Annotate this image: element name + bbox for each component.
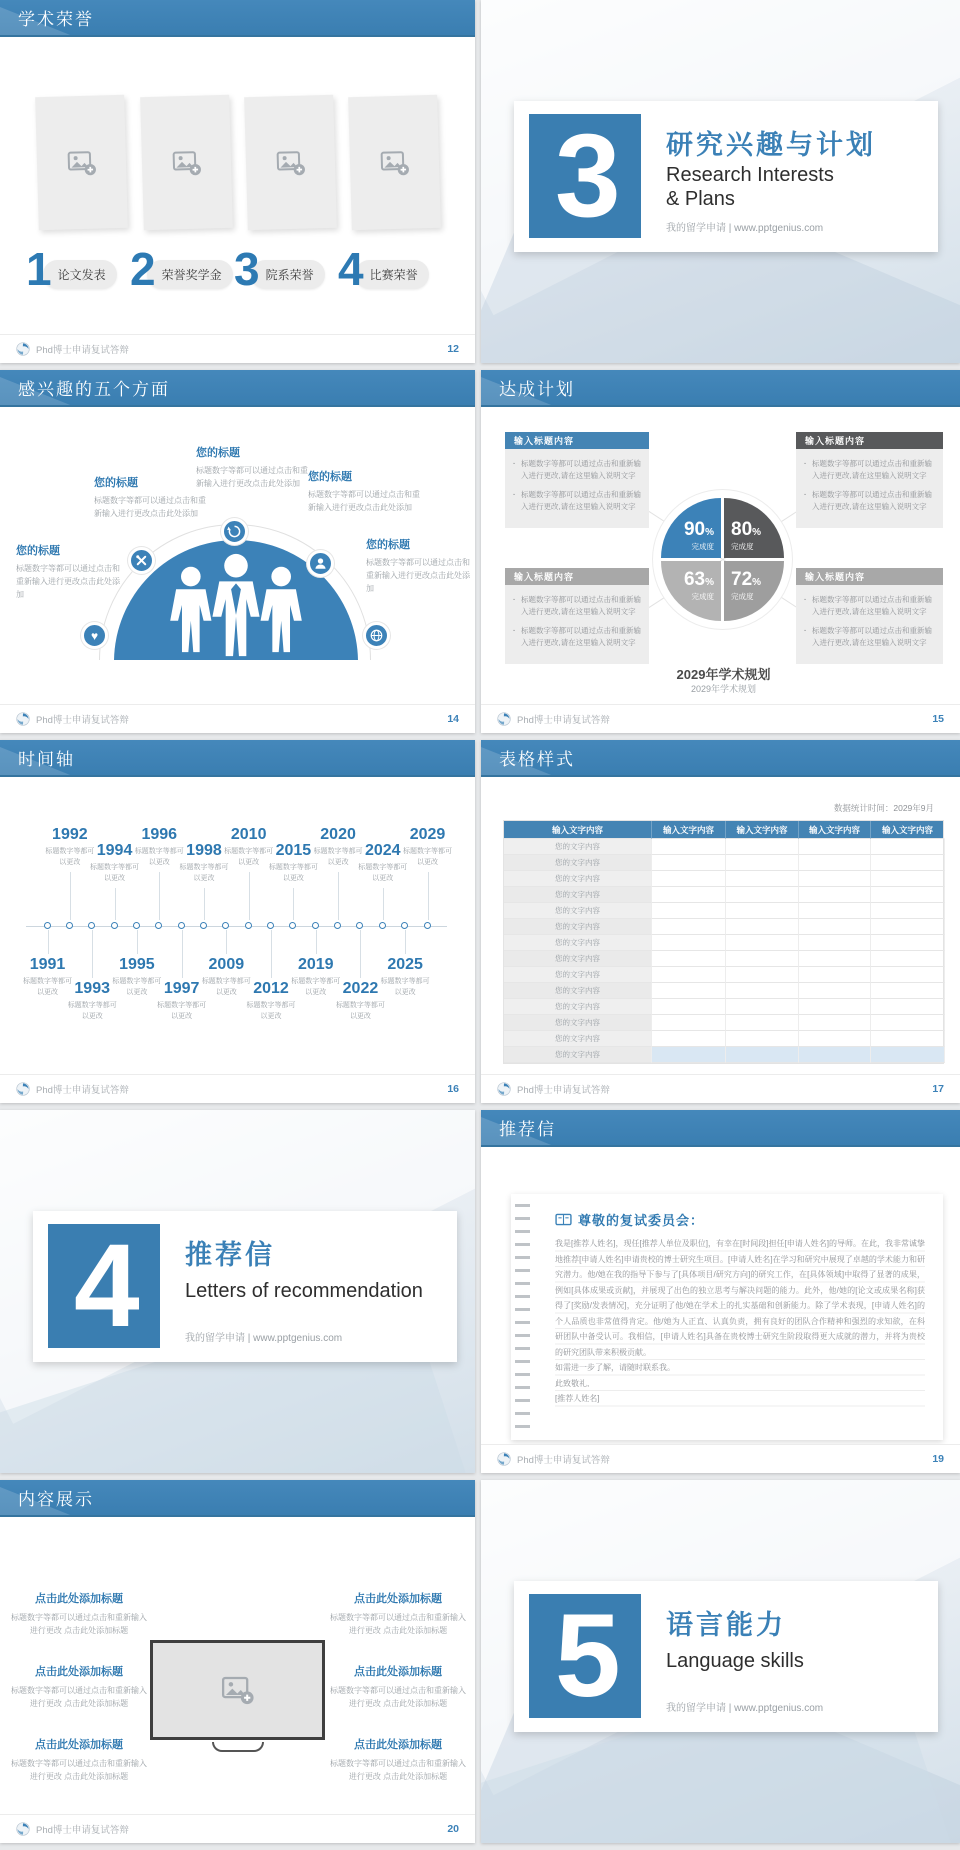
timeline-item [360, 956, 450, 998]
timeline-caption: 标题数字等都可以更改 [403, 848, 452, 866]
phd-logo-icon [16, 1082, 30, 1096]
table-cell: 您的文字内容 [504, 855, 652, 871]
interest-block: 您的标题 标题数字等都可以通过点击和重新输入进行更改点击此处添加 [94, 477, 206, 518]
honor-label: 荣誉奖学金 [147, 260, 233, 289]
timeline-caption: 标题数字等都可以更改 [358, 864, 408, 882]
honor-number: 1 [26, 243, 52, 295]
section-number-square: 5 [529, 1594, 641, 1718]
table-cell-empty [726, 999, 799, 1015]
page-number: 15 [932, 713, 944, 725]
timeline-year: 2024 [364, 842, 401, 859]
table-cell-empty [799, 1047, 871, 1063]
table-cell-empty [799, 951, 871, 967]
slide-divider-recommendation[interactable] [0, 1110, 475, 1473]
table-cell-empty [799, 839, 871, 855]
section-title: 研究兴趣与计划 [666, 130, 876, 160]
footer-brand: Phd博士申请复试答辩 [36, 1825, 129, 1836]
slide-table[interactable] [481, 740, 960, 1103]
pie-quadrant: 80% 完成度 [724, 498, 784, 558]
timeline-caption: 标题数字等都可以更改 [90, 864, 140, 882]
timeline-year: 1992 [52, 826, 88, 843]
letter-body [555, 1236, 925, 1407]
section-card [33, 1211, 457, 1362]
tools-icon [128, 547, 155, 574]
recycle-icon [221, 518, 248, 545]
table-cell-empty [799, 935, 871, 951]
slide-title-bar [0, 740, 475, 777]
table-cell: 您的文字内容 [504, 1031, 652, 1047]
slide-title: 时间轴 [18, 750, 75, 769]
table-cell: 您的文字内容 [504, 887, 652, 903]
table-cell-empty [871, 967, 945, 983]
plan-box: 输入标题内容 · 标题数字等都可以通过点击和重新输入进行更改,请在这里输入说明文字 · 标题数字等都可以通过点击和重新输入进行更改,请在这里输入说明文字 [796, 432, 943, 528]
table-cell-empty [871, 935, 945, 951]
honor-label: 院系荣誉 [251, 260, 325, 289]
timeline-caption: 标题数字等都可以更改 [246, 1002, 296, 1020]
footer-brand: Phd博士申请复试答辩 [517, 1085, 610, 1096]
table-cell-empty [652, 983, 726, 999]
column-header: 输入文字内容 [652, 821, 726, 839]
phd-logo-icon [16, 342, 30, 356]
table-row [504, 935, 943, 951]
plan-box: 输入标题内容 · 标题数字等都可以通过点击和重新输入进行更改,请在这里输入说明文字 · 标题数字等都可以通过点击和重新输入进行更改,请在这里输入说明文字 [505, 568, 649, 664]
phd-logo-icon [16, 712, 30, 726]
slide-title: 学术荣誉 [18, 10, 94, 29]
table-cell-empty [799, 855, 871, 871]
data-table [503, 820, 944, 1064]
data-note: 数据统计时间：2029年9月 [833, 803, 934, 813]
table-cell-empty [652, 839, 726, 855]
heart-icon: ♥ [81, 622, 108, 649]
content-block: 点击此处添加标题 标题数字等都可以通过点击和重新输入进行更改 点击此处添加标题 [330, 1593, 466, 1635]
column-header: 输入文字内容 [799, 821, 871, 839]
table-cell-empty [799, 887, 871, 903]
table-header-row [504, 821, 943, 839]
timeline-caption: 标题数字等都可以更改 [67, 1002, 117, 1020]
footer-brand: Phd博士申请复试答辩 [517, 1455, 610, 1466]
plan-box: 输入标题内容 · 标题数字等都可以通过点击和重新输入进行更改,请在这里输入说明文字 · 标题数字等都可以通过点击和重新输入进行更改,请在这里输入说明文字 [796, 568, 943, 664]
image-add-icon [66, 147, 97, 178]
timeline-year: 1993 [74, 980, 110, 997]
table-cell-empty [799, 919, 871, 935]
table-cell: 您的文字内容 [504, 951, 652, 967]
letter-closing-line: 此致敬礼, [555, 1378, 590, 1388]
timeline-year: 1997 [163, 980, 200, 997]
table-cell-empty [871, 903, 945, 919]
timeline-year: 2012 [253, 980, 289, 997]
table-cell-empty [726, 1047, 799, 1063]
slide-interests[interactable] [0, 370, 475, 733]
page-number: 14 [447, 713, 459, 725]
table-cell-empty [652, 903, 726, 919]
timeline-caption: 标题数字等都可以更改 [45, 848, 95, 866]
table-body [504, 839, 943, 1063]
plan-caption: 2029年学术规划 [676, 667, 771, 682]
letter-salutation: 尊敬的复试委员会： [555, 1210, 704, 1229]
content-block: 点击此处添加标题 标题数字等都可以通过点击和重新输入进行更改 点击此处添加标题 [330, 1666, 466, 1708]
table-cell-empty [652, 919, 726, 935]
timeline-caption: 标题数字等都可以更改 [23, 978, 72, 996]
table-row [504, 1047, 943, 1063]
table-cell-empty [799, 871, 871, 887]
slide-divider-research[interactable] [481, 0, 960, 363]
slide-title-bar [481, 370, 960, 407]
slide-title-bar [0, 1480, 475, 1517]
slide-academic-honors[interactable] [0, 0, 475, 363]
image-placeholder[interactable] [35, 95, 128, 230]
slide-content-display[interactable] [0, 1480, 475, 1843]
table-cell-empty [726, 935, 799, 951]
brand-line: 我的留学申请 | www.pptgenius.com [185, 1333, 343, 1344]
table-row [504, 1031, 943, 1047]
table-cell-empty [799, 1015, 871, 1031]
image-placeholder[interactable] [244, 95, 337, 230]
page-number: 16 [447, 1083, 459, 1095]
image-add-icon [221, 1673, 255, 1707]
table-cell-empty [871, 983, 945, 999]
table-cell-empty [652, 1015, 726, 1031]
table-cell-empty [652, 935, 726, 951]
timeline-caption: 标题数字等都可以更改 [224, 848, 274, 866]
honor-item [26, 244, 117, 294]
table-row [504, 887, 943, 903]
content-block: 点击此处添加标题 标题数字等都可以通过点击和重新输入进行更改 点击此处添加标题 [330, 1739, 466, 1781]
timeline-caption: 标题数字等都可以更改 [291, 978, 341, 996]
page-number: 20 [447, 1823, 459, 1835]
interest-block: 您的标题 标题数字等都可以通过点击和重新输入进行更改点击此处添加 [196, 447, 308, 488]
table-cell-empty [652, 999, 726, 1015]
column-header: 输入文字内容 [726, 821, 799, 839]
content-block: 点击此处添加标题 标题数字等都可以通过点击和重新输入进行更改 点击此处添加标题 [11, 1593, 147, 1635]
table-cell: 您的文字内容 [504, 983, 652, 999]
table-cell: 您的文字内容 [504, 903, 652, 919]
interest-block: 您的标题 标题数字等都可以通过点击和重新输入进行更改点击此处添加 [366, 539, 470, 593]
table-row [504, 903, 943, 919]
phd-logo-icon [497, 1082, 511, 1096]
slide-letter[interactable] [481, 1110, 960, 1473]
slide-footer [0, 334, 475, 363]
table-cell-empty [652, 855, 726, 871]
pie-quadrant: 72% 完成度 [724, 561, 784, 621]
slide-footer [481, 1074, 960, 1103]
letter-paragraph: 我是[推荐人姓名]，现任[推荐人单位及职位]，有幸在[时间段]担任[申请人姓名]的导师。在此，我非常诚挚地推荐[申请人姓名]申请贵校的博士研究生项目。[申请人姓名]在学习和研究中展现了卓越的学术能力和研究潜力。他/她在我的指导下参与了[具体项目/研究方向]的研究工作，在[具体领域]中取得了显著的成果，例如[具体成果或贡献]，并展现了出色的独立思考与解决问题的能力。此外，他/她的[论文或成果名称]获得了[奖励/发表情况]，充分证明了他/她在学术上的扎实基础和创新能力。除了学术表现，[申请人姓名]的个人品质也非常值得肯定。他/她为人正直、认真负责，拥有良好的团队合作精神和强烈的求知欲，在科研团队中备受认可。我相信，[申请人姓名]具备在贵校博士研究生阶段取得更大成就的潜力，并将为贵校的研究团队带来积极贡献。 [555, 1239, 925, 1357]
slide-title: 内容展示 [18, 1490, 94, 1509]
honor-label: 论文发表 [43, 260, 117, 289]
content-block: 点击此处添加标题 标题数字等都可以通过点击和重新输入进行更改 点击此处添加标题 [11, 1666, 147, 1708]
table-cell-empty [799, 1031, 871, 1047]
phd-logo-icon [497, 712, 511, 726]
interest-block: 您的标题 标题数字等都可以通过点击和重新输入进行更改点击此处添加 [16, 545, 120, 599]
timeline-year: 1995 [119, 956, 155, 973]
image-placeholder[interactable] [348, 95, 441, 230]
honor-number: 2 [130, 243, 156, 295]
table-cell: 您的文字内容 [504, 1015, 652, 1031]
slide-footer [0, 1074, 475, 1103]
slide-title-bar [0, 0, 475, 37]
table-cell-empty [652, 1031, 726, 1047]
brand-line: 我的留学申请 | www.pptgenius.com [666, 223, 824, 234]
slide-title: 感兴趣的五个方面 [18, 380, 170, 399]
timeline-year: 2020 [320, 826, 356, 843]
slide-divider-language[interactable] [481, 1480, 960, 1843]
section-subtitle: Research Interests & Plans [666, 164, 834, 210]
timeline-year: 2015 [275, 842, 312, 859]
section-subtitle: Letters of recommendation [185, 1280, 423, 1302]
timeline-year: 2009 [208, 956, 245, 973]
person-icon [307, 550, 334, 577]
page-number: 17 [932, 1083, 944, 1095]
image-add-icon [275, 147, 306, 178]
page-number: 12 [447, 343, 459, 355]
table-cell-empty [871, 919, 945, 935]
footer-brand: Phd博士申请复试答辩 [517, 715, 610, 726]
table-cell-empty [726, 887, 799, 903]
timeline-caption: 标题数字等都可以更改 [313, 848, 363, 866]
timeline-caption: 标题数字等都可以更改 [112, 978, 162, 996]
phd-logo-icon [497, 1452, 511, 1466]
table-cell-empty [726, 1031, 799, 1047]
plan-subcaption: 2029年学术规划 [690, 684, 757, 694]
interest-block: 您的标题 标题数字等都可以通过点击和重新输入进行更改点击此处添加 [308, 471, 420, 512]
table-cell: 您的文字内容 [504, 999, 652, 1015]
team-people-icon [150, 550, 322, 660]
brand-line: 我的留学申请 | www.pptgenius.com [666, 1703, 824, 1714]
slide-footer [0, 704, 475, 733]
section-card [514, 101, 938, 252]
timeline-year: 2029 [409, 826, 446, 843]
tv-image-placeholder[interactable] [150, 1640, 325, 1740]
timeline-year: 1998 [186, 842, 222, 859]
pie-quadrant: 90% 完成度 [661, 498, 721, 558]
slide-title-bar [481, 740, 960, 777]
slide-title: 推荐信 [499, 1120, 556, 1139]
table-row [504, 871, 943, 887]
table-cell-empty [871, 855, 945, 871]
tv-stand [212, 1742, 264, 1752]
table-row [504, 999, 943, 1015]
timeline-caption: 标题数字等都可以更改 [134, 848, 184, 866]
section-number-square: 3 [529, 114, 641, 238]
table-cell-empty [871, 951, 945, 967]
timeline-caption: 标题数字等都可以更改 [268, 864, 318, 882]
letter-closing-line: 如需进一步了解，请随时联系我。 [555, 1363, 675, 1372]
letter-paper [511, 1194, 943, 1440]
table-cell: 您的文字内容 [504, 919, 652, 935]
phd-logo-icon [16, 1822, 30, 1836]
table-cell-empty [726, 951, 799, 967]
globe-icon [363, 622, 390, 649]
timeline-year: 2019 [297, 956, 334, 973]
plan-box: 输入标题内容 · 标题数字等都可以通过点击和重新输入进行更改,请在这里输入说明文字 · 标题数字等都可以通过点击和重新输入进行更改,请在这里输入说明文字 [505, 432, 649, 528]
table-cell-empty [726, 871, 799, 887]
timeline-year: 2022 [342, 980, 379, 997]
timeline-year: 1991 [29, 956, 66, 973]
table-cell-empty [726, 839, 799, 855]
footer-brand: Phd博士申请复试答辩 [36, 1085, 129, 1096]
content-block: 点击此处添加标题 标题数字等都可以通过点击和重新输入进行更改 点击此处添加标题 [11, 1739, 147, 1781]
spiral-binding-icon [515, 1204, 530, 1430]
table-row [504, 919, 943, 935]
slide-title-bar [481, 1110, 960, 1147]
table-row [504, 983, 943, 999]
slide-title-bar [0, 370, 475, 407]
table-cell: 您的文字内容 [504, 839, 652, 855]
honor-number: 4 [338, 243, 364, 295]
slide-timeline[interactable] [0, 740, 475, 1103]
table-cell-empty [799, 999, 871, 1015]
table-cell: 您的文字内容 [504, 871, 652, 887]
timeline-year: 1994 [96, 842, 133, 859]
honor-label: 比赛荣誉 [355, 260, 429, 289]
table-cell: 您的文字内容 [504, 935, 652, 951]
slide-title: 表格样式 [499, 750, 575, 769]
table-cell-empty [871, 839, 945, 855]
table-row [504, 951, 943, 967]
table-cell-empty [726, 967, 799, 983]
table-row [504, 967, 943, 983]
timeline-year: 2010 [230, 826, 267, 843]
section-subtitle: Language skills [666, 1650, 804, 1672]
book-icon [555, 1213, 572, 1226]
table-cell-empty [652, 871, 726, 887]
slide-plan[interactable] [481, 370, 960, 733]
table-cell-empty [652, 887, 726, 903]
honor-item [234, 244, 325, 294]
table-cell-empty [652, 1047, 726, 1063]
table-cell-empty [726, 855, 799, 871]
table-cell-empty [871, 1031, 945, 1047]
image-add-icon [171, 147, 202, 178]
footer-brand: Phd博士申请复试答辩 [36, 345, 129, 356]
timeline-caption: 标题数字等都可以更改 [335, 1002, 385, 1020]
table-cell-empty [726, 983, 799, 999]
completion-pie-chart [661, 498, 784, 621]
timeline-caption: 标题数字等都可以更改 [157, 1002, 207, 1020]
section-title: 推荐信 [185, 1240, 275, 1270]
pie-quadrant: 63% 完成度 [661, 561, 721, 621]
table-cell-empty [652, 951, 726, 967]
table-cell: 您的文字内容 [504, 967, 652, 983]
section-number-square: 4 [48, 1224, 160, 1348]
honor-item [130, 244, 233, 294]
table-cell-empty [871, 887, 945, 903]
table-cell-empty [871, 1015, 945, 1031]
letter-signature: [推荐人姓名] [555, 1394, 600, 1403]
table-row [504, 839, 943, 855]
table-cell-empty [799, 903, 871, 919]
timeline-year: 2025 [387, 956, 423, 973]
honor-item [338, 244, 429, 294]
page-number: 19 [932, 1453, 944, 1465]
image-add-icon [379, 147, 410, 178]
slide-footer [0, 1814, 475, 1843]
timeline-year: 1996 [141, 826, 178, 843]
slide-title: 达成计划 [499, 380, 575, 399]
column-header: 输入文字内容 [871, 821, 945, 839]
timeline-caption: 标题数字等都可以更改 [179, 864, 229, 882]
table-cell-empty [652, 967, 726, 983]
slide-footer [481, 1444, 960, 1473]
slide-footer [481, 704, 960, 733]
section-title: 语言能力 [666, 1610, 786, 1640]
table-cell-empty [799, 983, 871, 999]
image-placeholder[interactable] [140, 95, 233, 230]
table-cell-empty [871, 1047, 945, 1063]
table-cell-empty [871, 999, 945, 1015]
honor-number: 3 [234, 243, 260, 295]
table-cell: 您的文字内容 [504, 1047, 652, 1063]
timeline-caption: 标题数字等都可以更改 [380, 978, 430, 996]
timeline-item [383, 826, 473, 868]
table-cell-empty [726, 919, 799, 935]
section-card [514, 1581, 938, 1732]
column-header: 输入文字内容 [504, 821, 652, 839]
table-row [504, 855, 943, 871]
footer-brand: Phd博士申请复试答辩 [36, 715, 129, 726]
table-cell-empty [871, 871, 945, 887]
table-row [504, 1015, 943, 1031]
table-cell-empty [726, 1015, 799, 1031]
table-cell-empty [726, 903, 799, 919]
timeline-caption: 标题数字等都可以更改 [201, 978, 251, 996]
table-cell-empty [799, 967, 871, 983]
